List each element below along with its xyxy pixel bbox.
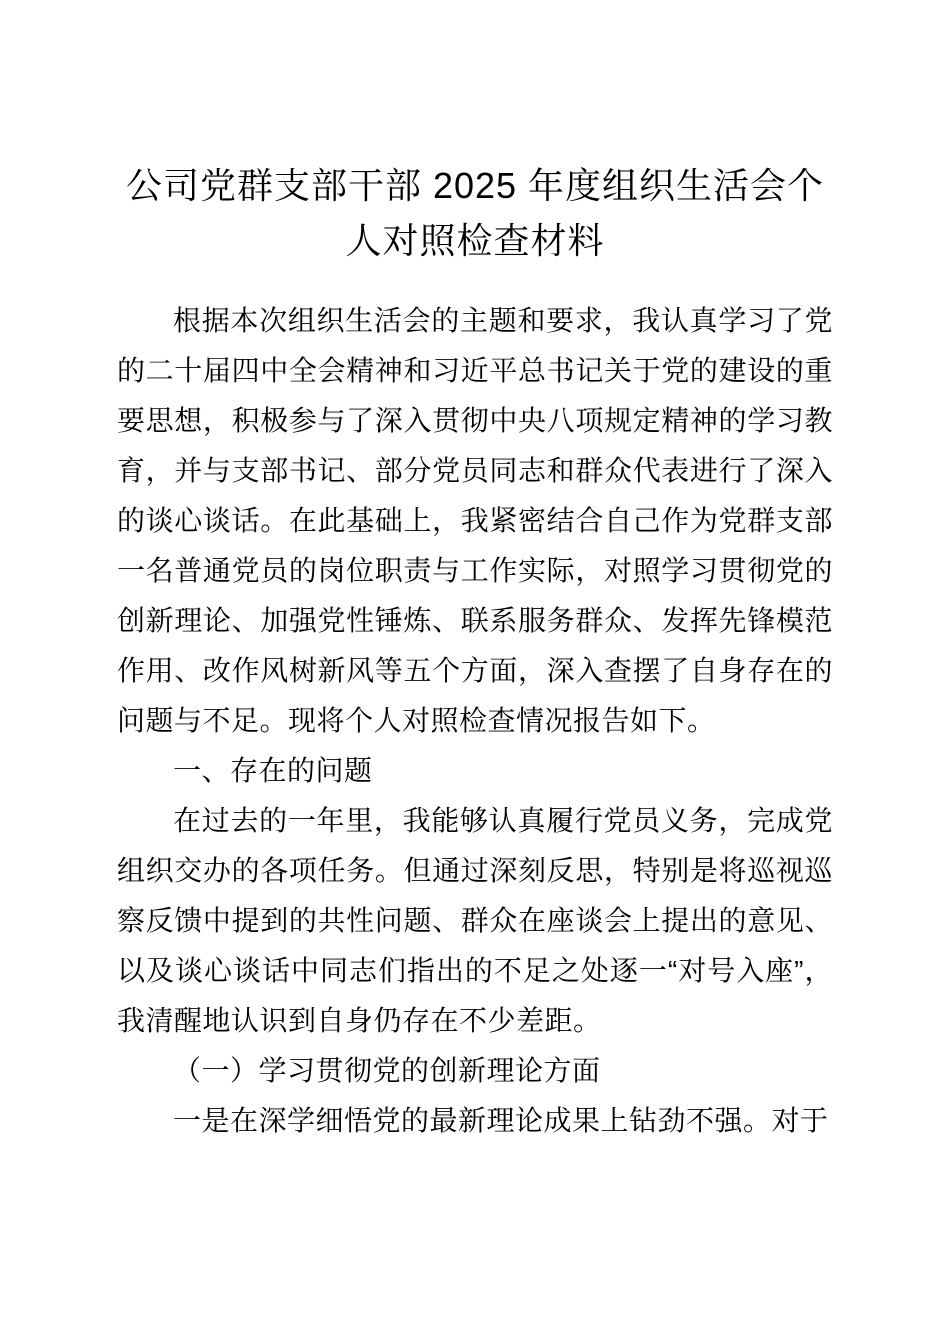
section-heading-problems: 一、存在的问题 [173,755,373,786]
document-title: 公司党群支部干部 2025 年度组织生活会个人对照检查材料 [125,165,825,261]
paragraph-intro: 根据本次组织生活会的主题和要求，我认真学习了党的二十届四中全会精神和习近平总书记关于党的建设的重要思想，积极参与了深入贯彻中央八项规定精神的学习教育，并与支部书记、部分党员同志和群众代表进行了深入的谈心谈话。在此基础上，我紧密结合自己作为党群支部一名普通党员的岗位职责与工作实际，对照学习贯彻党的创新理论、加强党性锤炼、联系服务群众、发挥先锋模范作用、改作风树新风等五个方面，深入查摆了自身存在的问题与不足。现将个人对照检查情况报告如下。 [117,305,833,736]
subsection-heading-theory-study: （一）学习贯彻党的创新理论方面 [173,1055,601,1086]
paragraph-theory-shortcoming: 一是在深学细悟党的最新理论成果上钻劲不强。对于 [173,1105,829,1136]
paragraph-reflection: 在过去的一年里，我能够认真履行党员义务，完成党组织交办的各项任务。但通过深刻反思，特别是将巡视巡察反馈中提到的共性问题、群众在座谈会上提出的意见、以及谈心谈话中同志们指出的不足之处逐一“对号入座”，我清醒地认识到自身仍存在不少差距。 [117,805,833,1036]
